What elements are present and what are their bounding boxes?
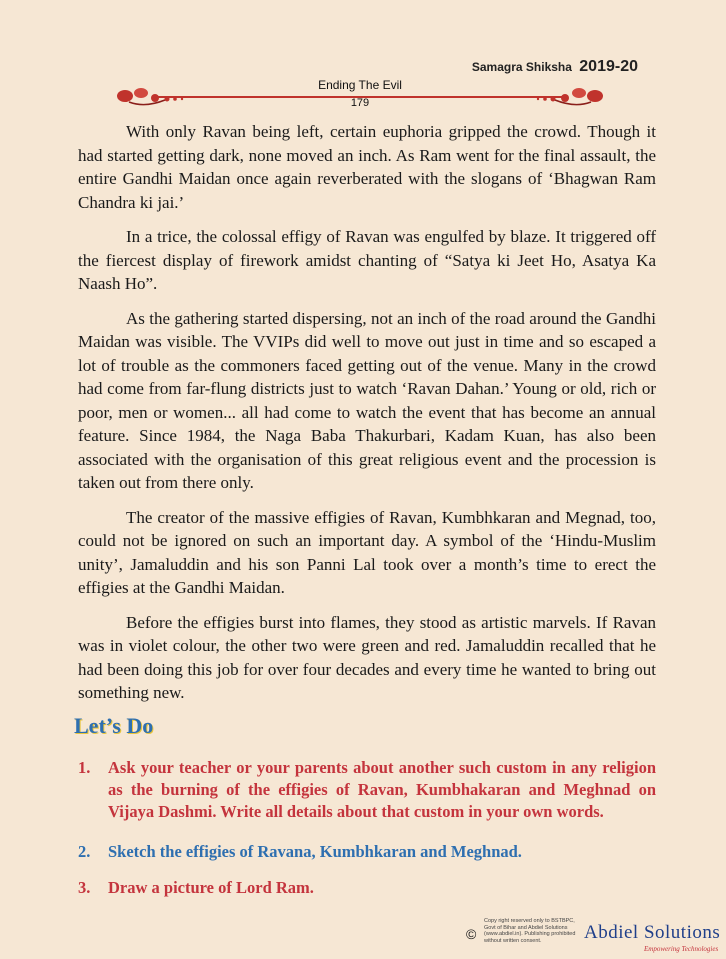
publisher-logo: Abdiel Solutions	[584, 922, 721, 943]
publisher-tagline: Empowering Technologies	[644, 945, 719, 953]
activity-list	[78, 757, 656, 913]
item-number: 1.	[78, 758, 91, 777]
chapter-title: Ending The Evil	[318, 78, 402, 92]
paragraph: The creator of the massive effigies of Ravan, Kumbhkaran and Megnad, too, could not be ignored on such an important day. A symbol of the ‘Hindu-Muslim unity’, Jamaluddin and his son Panni Lal took over a month’s time to erect the effigies at the Gandhi Maidan.	[78, 507, 656, 597]
body-text	[78, 120, 656, 716]
item-text: Draw a picture of Lord Ram.	[108, 878, 314, 897]
series-label	[472, 58, 638, 76]
paragraph: With only Ravan being left, certain euphoria gripped the crowd. Though it had started getting dark, none moved an inch. As Ram went for the final assault, the entire Gandhi Maidan once again reverberated with the slogans of ‘Bhagwan Ram Chandra ki jai.’	[78, 122, 656, 212]
list-item	[78, 877, 656, 899]
lets-do-heading: Let’s Do	[74, 713, 154, 738]
item-text: Sketch the effigies of Ravana, Kumbhkaran and Meghnad.	[108, 842, 522, 861]
paragraph: Before the effigies burst into flames, they stood as artistic marvels. If Ravan was in violet colour, the other two were green and red. Jamaluddin recalled that he had been doing this job for over four decades and every time he wanted to bring out something new.	[78, 612, 656, 702]
series-year: 2019-20	[579, 58, 638, 75]
page-header	[115, 78, 605, 112]
floral-ornament-right-icon	[525, 80, 605, 110]
item-number: 2.	[78, 842, 91, 861]
copyright-notice: Copy right reserved only to BSTBPC, Govt of Bihar and Abdiel Solutions (www.abdiel.in). Publishing prohibited without written consent.	[484, 918, 576, 944]
copyright-icon: ©	[466, 926, 477, 942]
item-text: Ask your teacher or your parents about another such custom in any religion as the burning of the effigies of Ravan, Kumbhakaran and Meghnad on Vijaya Dashmi. Write all details about that custom in your own words.	[108, 758, 656, 821]
page-number: 179	[350, 97, 370, 109]
paragraph: In a trice, the colossal effigy of Ravan was engulfed by blaze. It triggered off the fiercest display of firework amidst chanting of “Satya ki Jeet Ho, Asatya Ka Naash Ho”.	[78, 227, 656, 293]
list-item	[78, 757, 656, 823]
publisher-footer	[466, 918, 724, 956]
series-name: Samagra Shiksha	[471, 60, 572, 74]
list-item	[78, 841, 656, 863]
paragraph: As the gathering started dispersing, not an inch of the road around the Gandhi Maidan was visible. The VVIPs did well to move out just in time and so escaped a lot of trouble as the commoners faced getting out of the venue. Many in the crowd had come from far-flung districts just to watch ‘Ravan Dahan.’ Young or old, rich or poor, men or women... all had come to watch the event that has become an annual feature. Since 1984, the Naga Baba Thakurbari, Kadam Kuan, has also been associated with the organisation of this great religious event and the procession is taken out from there only.	[78, 308, 656, 492]
item-number: 3.	[78, 878, 91, 897]
